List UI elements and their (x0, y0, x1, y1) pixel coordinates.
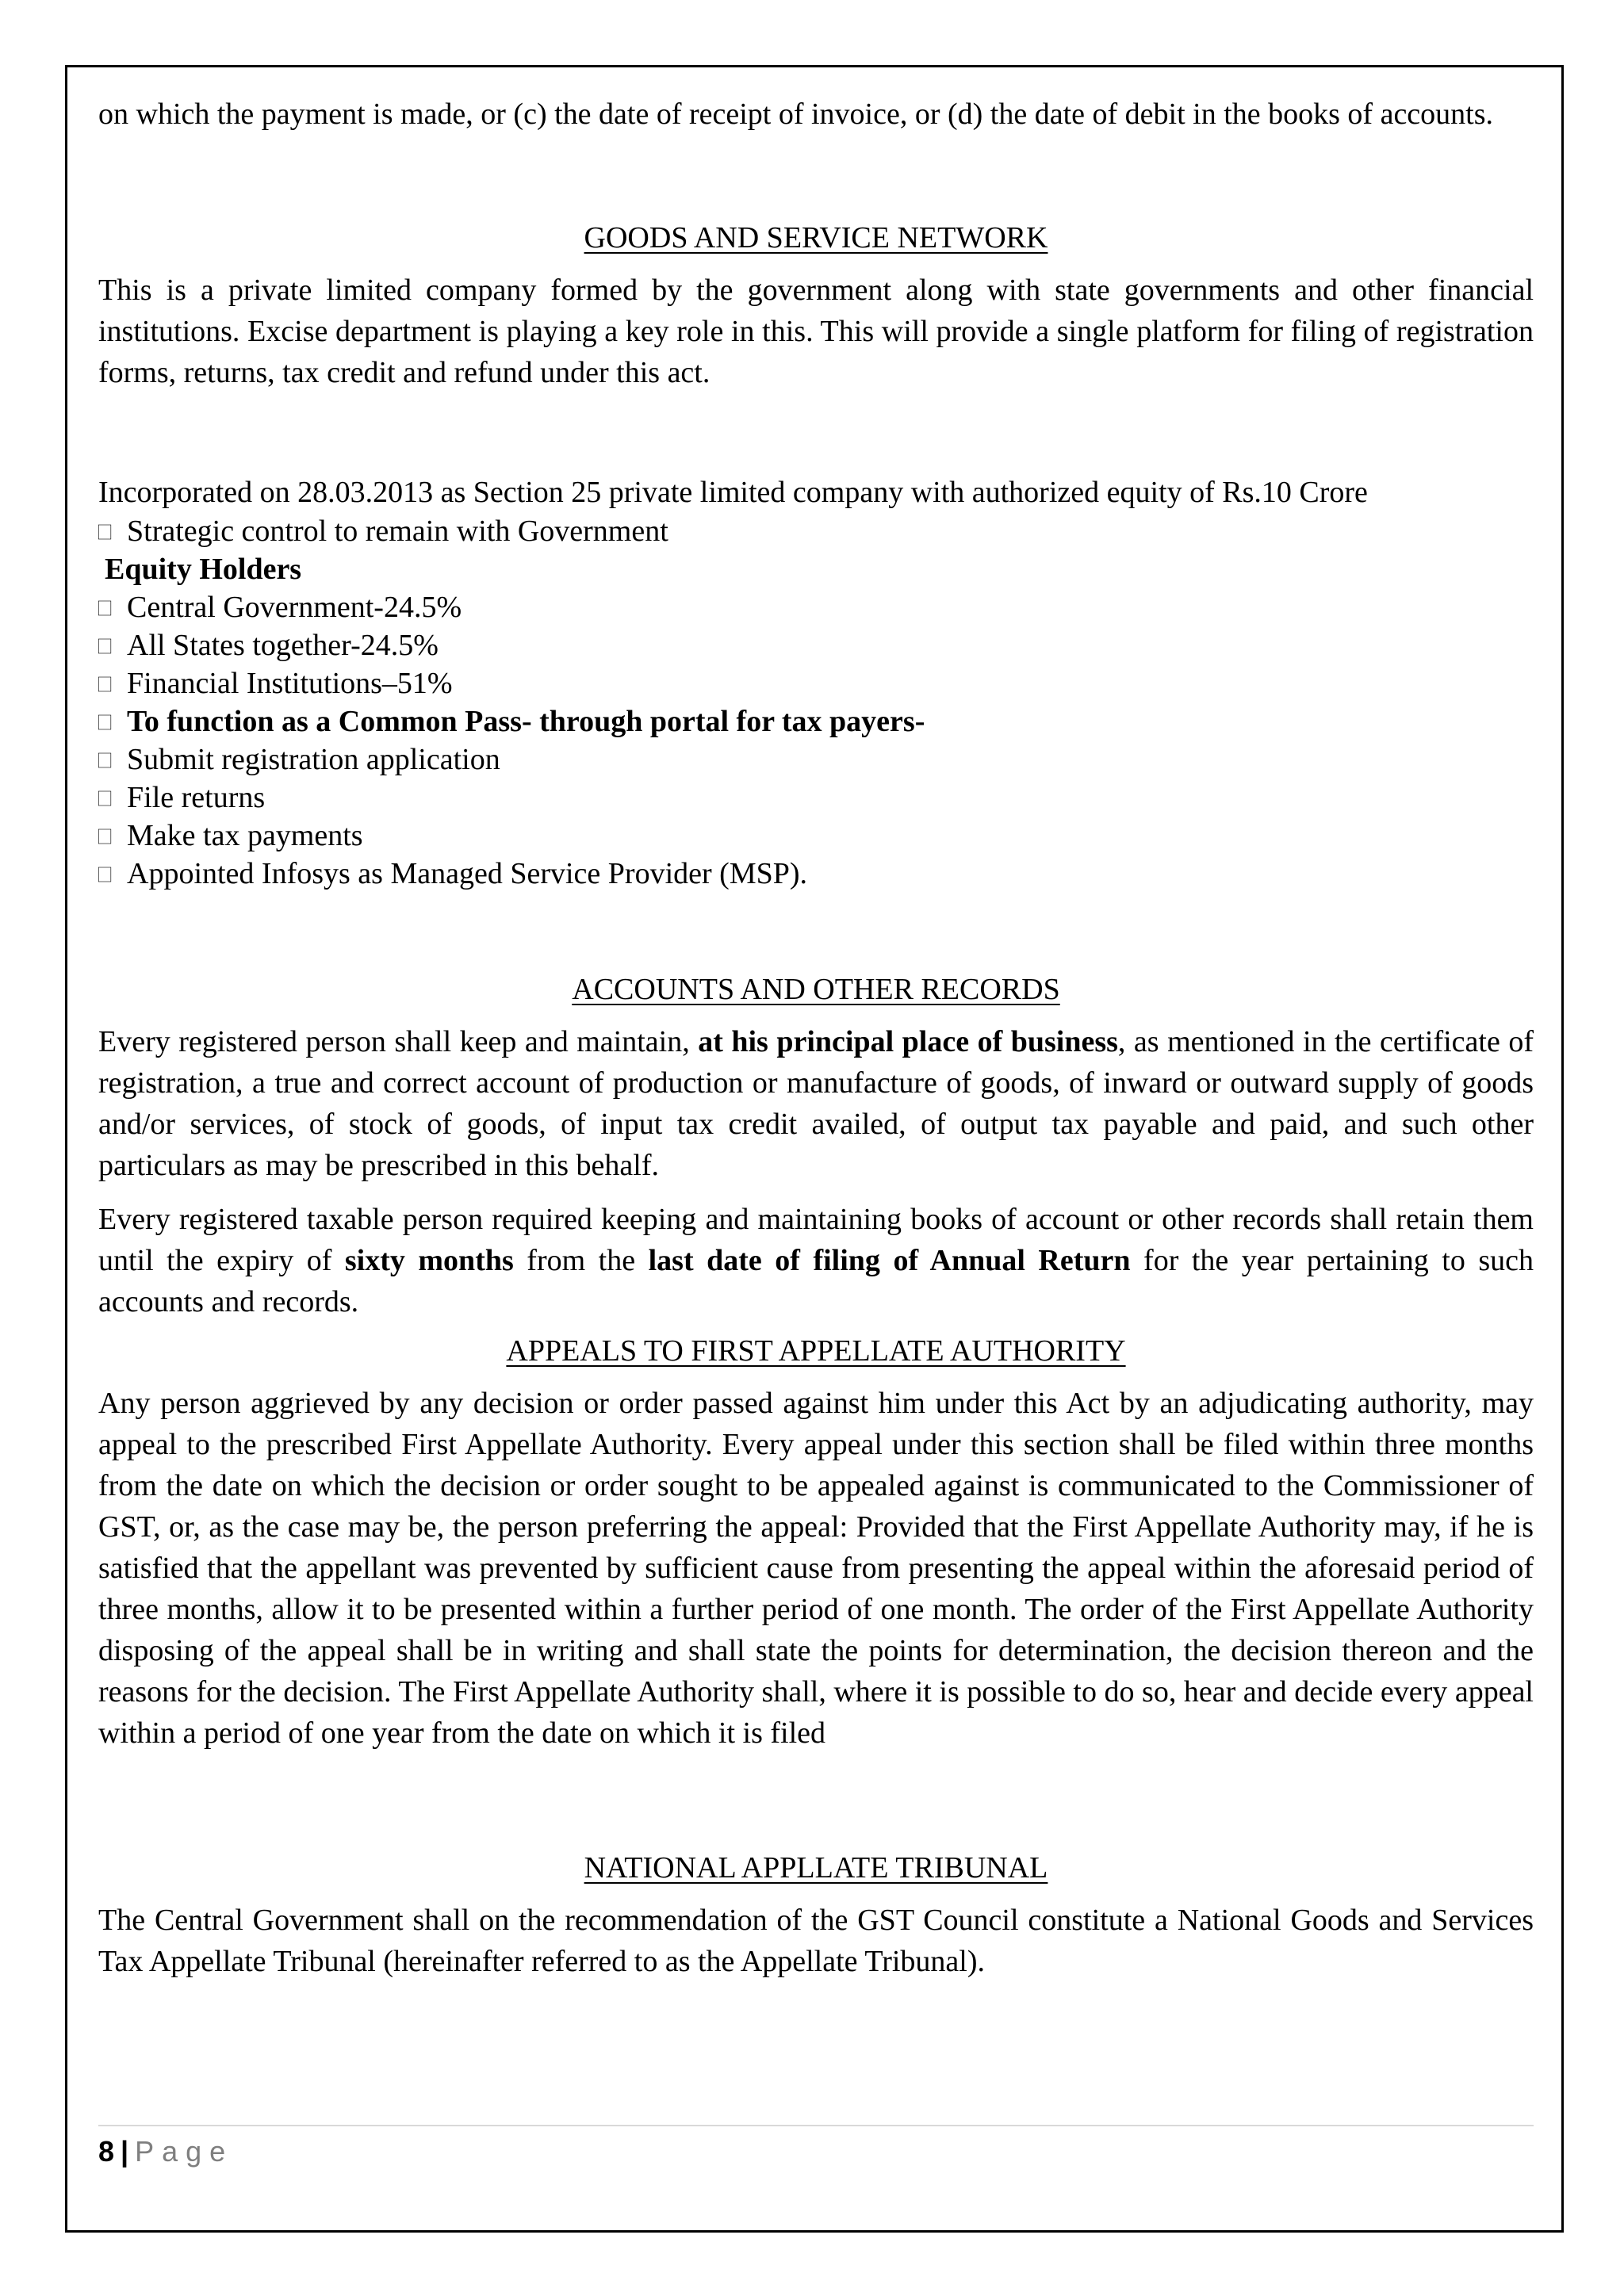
bullet-icon (98, 791, 111, 806)
appeals-paragraph: Any person aggrieved by any decision or order passed against him under this Act by an adjudicating authority, may appeal to the prescribed First Appellate Authority. Every appeal under this section shall be filed within three months from the date on which the decision or order sought to be appealed against is communicated to the Commissioner of GST, or, as the case may be, the person preferring the appeal: Provided that the First Appellate Authority may, if he is satisfied that the appellant was prevented by sufficient cause from presenting the appeal within the aforesaid period of three months, allow it to be presented within a further period of one month. The order of the First Appellate Authority disposing of the appeal shall be in writing and shall state the points for determination, the decision thereon and the reasons for the decision. The First Appellate Authority shall, where it is possible to do so, hear and decide every appeal within a period of one year from the date on which it is filed (98, 1387, 1534, 1750)
bullet-icon (98, 867, 111, 882)
list-item: Make tax payments (98, 817, 1534, 855)
accounts-paragraph-1: Every registered person shall keep and maintain, at his principal place of business, as mentioned in the certificate of registration, a true and correct account of production or manufacture of goods, of inward or outward supply of goods and/or services, of stock of goods, of input tax credit availed, of output tax payable and paid, and such other particulars as may be prescribed in this behalf. (98, 1025, 1534, 1182)
bullet-icon (98, 715, 111, 730)
heading-national-appellate-tribunal: NATIONAL APPLLATE TRIBUNAL (584, 1851, 1048, 1885)
page-content (98, 94, 1534, 1982)
bullet-icon (98, 601, 111, 616)
page-number: 8 (98, 2135, 115, 2168)
bullet-icon (98, 677, 111, 692)
heading-appeals-to-first-appellate-authority: APPEALS TO FIRST APPELLATE AUTHORITY (506, 1334, 1126, 1368)
list-item: To function as a Common Pass- through portal for tax payers- (98, 702, 1534, 740)
gsn-facts (98, 473, 1534, 893)
list-item: Financial Institutions–51% (98, 664, 1534, 702)
page-footer (98, 2134, 233, 2169)
bullet-icon (98, 639, 111, 654)
footer-divider (98, 2125, 1534, 2126)
list-item: Strategic control to remain with Government (98, 512, 1534, 550)
tribunal-paragraph: The Central Government shall on the recommendation of the GST Council constitute a National Goods and Services Tax Appellate Tribunal (hereinafter referred to as the Appellate Tribunal). (98, 1904, 1534, 1978)
page-label: Page (135, 2135, 234, 2168)
gsn-paragraph: This is a private limited company formed by the government along with state governments and other financial institutions. Excise department is playing a key role in this. This will provide a single platform for filing of registration forms, returns, tax credit and refund under this act. (98, 274, 1534, 389)
bullet-icon (98, 525, 111, 540)
list-item: Appointed Infosys as Managed Service Provider (MSP). (98, 855, 1534, 893)
gsn-incorporated: Incorporated on 28.03.2013 as Section 25 private limited company with authorized equity of Rs.10 Crore (98, 476, 1368, 509)
list-item: All States together-24.5% (98, 626, 1534, 664)
equity-holders-label: Equity Holders (105, 553, 302, 586)
intro-continuation: on which the payment is made, or (c) the date of receipt of invoice, or (d) the date of debit in the books of accounts. (98, 98, 1494, 131)
list-item: File returns (98, 779, 1534, 817)
accounts-paragraph-2: Every registered taxable person required keeping and maintaining books of account or other records shall retain them until the expiry of sixty months from the last date of filing of Annual Return for the year pertaining to such accounts and records. (98, 1203, 1534, 1318)
list-item: Submit registration application (98, 740, 1534, 779)
heading-accounts-and-other-records: ACCOUNTS AND OTHER RECORDS (572, 973, 1060, 1006)
bullet-icon (98, 753, 111, 768)
list-item: Central Government-24.5% (98, 588, 1534, 626)
heading-goods-and-service-network: GOODS AND SERVICE NETWORK (584, 221, 1048, 254)
footer-separator: | (121, 2135, 129, 2168)
bullet-icon (98, 829, 111, 844)
